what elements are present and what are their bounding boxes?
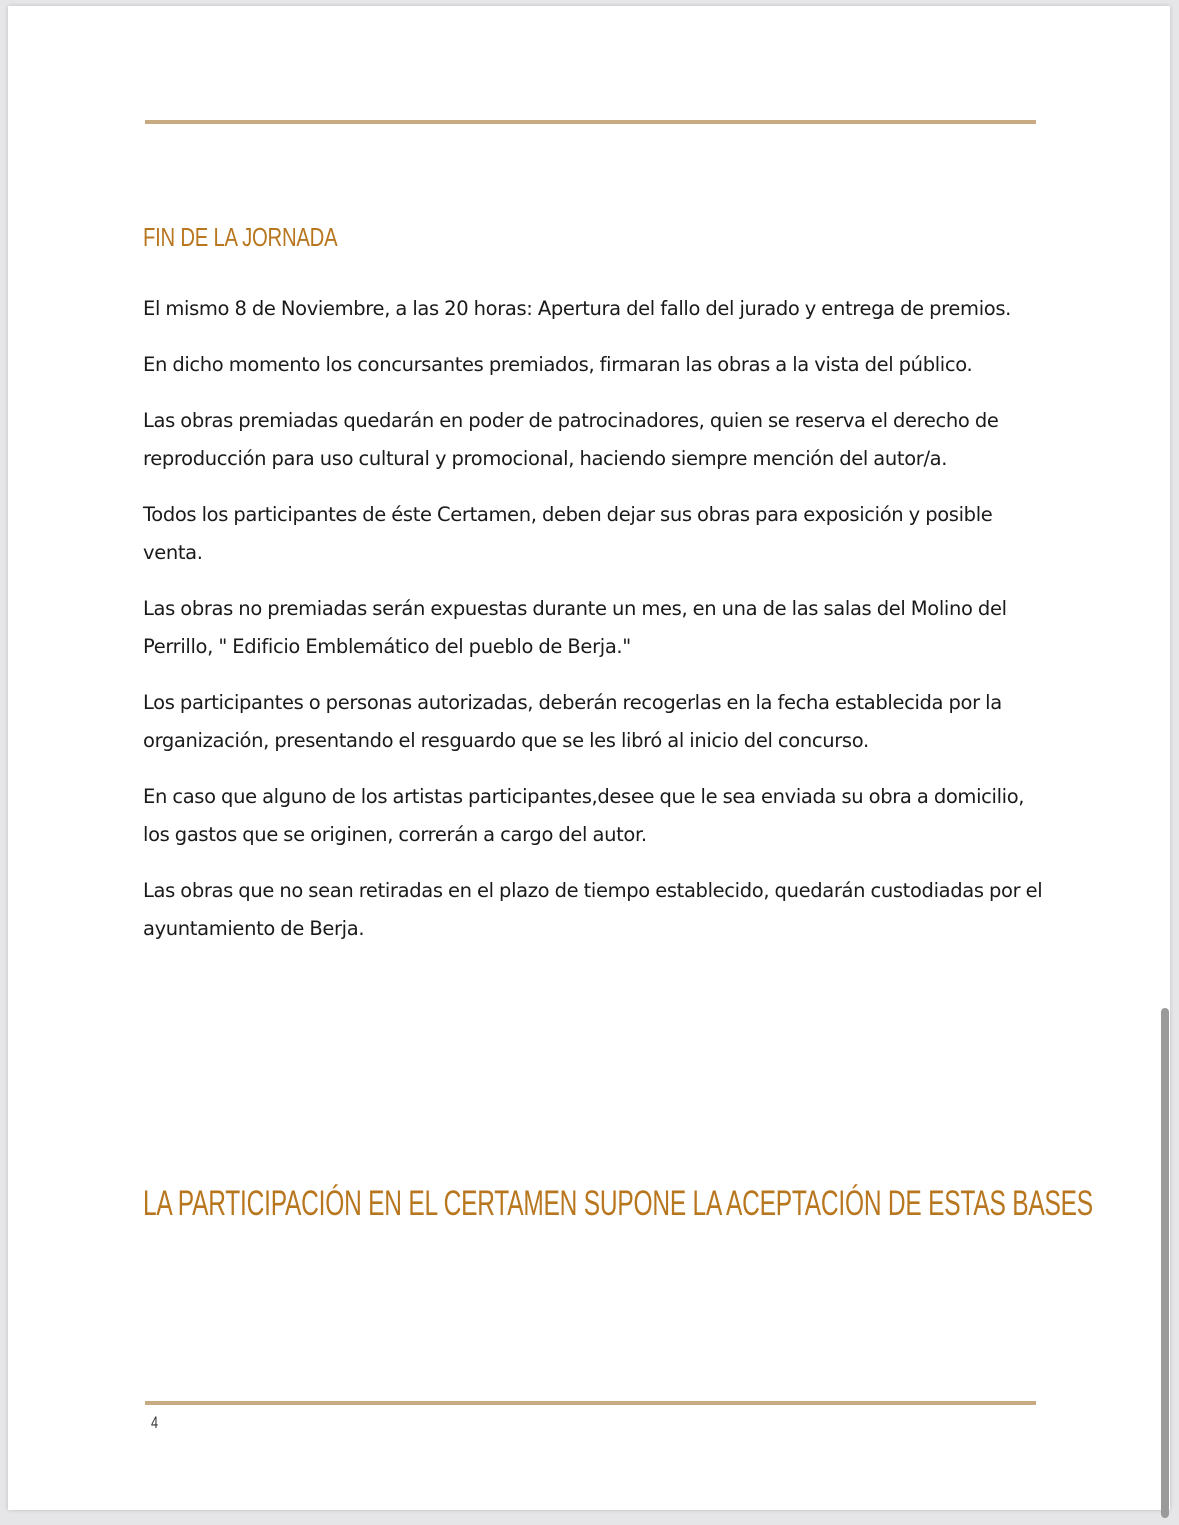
document-page xyxy=(8,6,1170,1510)
scrollbar-thumb[interactable] xyxy=(1161,1008,1169,1518)
page-number: 4 xyxy=(151,1413,159,1432)
paragraph: Las obras no premiadas serán expuestas durante un mes, en una de las salas del Molino del Perrillo, " Edificio Emblemático del pueblo de Berja." xyxy=(143,597,1007,658)
paragraph: Los participantes o personas autorizadas, deberán recogerlas en la fecha establecida por la organización, presentando el resguardo que se les libró al inicio del concurso. xyxy=(143,691,1002,752)
paragraph: Las obras que no sean retiradas en el plazo de tiempo establecido, quedarán custodiadas por el ayuntamiento de Berja. xyxy=(143,879,1043,940)
paragraph: Las obras premiadas quedarán en poder de patrocinadores, quien se reserva el derecho de reproducción para uso cultural y promocional, haciendo siempre mención del autor/a. xyxy=(143,409,999,470)
paragraph: En dicho momento los concursantes premiados, firmaran las obras a la vista del público. xyxy=(143,353,973,376)
paragraph: En caso que alguno de los artistas participantes,desee que le sea enviada su obra a domicilio, los gastos que se originen, correrán a cargo del autor. xyxy=(143,785,1025,846)
paragraph: El mismo 8 de Noviembre, a las 20 horas: Apertura del fallo del jurado y entrega de premios. xyxy=(143,297,1012,320)
header-rule xyxy=(145,120,1036,124)
section-heading: FIN DE LA JORNADA xyxy=(143,222,338,252)
paragraph: Todos los participantes de éste Certamen, deben dejar sus obras para exposición y posible venta. xyxy=(143,503,993,564)
footer-heading: LA PARTICIPACIÓN EN EL CERTAMEN SUPONE LA ACEPTACIÓN DE ESTAS BASES xyxy=(143,1184,1093,1223)
body-text xyxy=(143,290,1043,966)
footer-rule xyxy=(145,1401,1036,1405)
